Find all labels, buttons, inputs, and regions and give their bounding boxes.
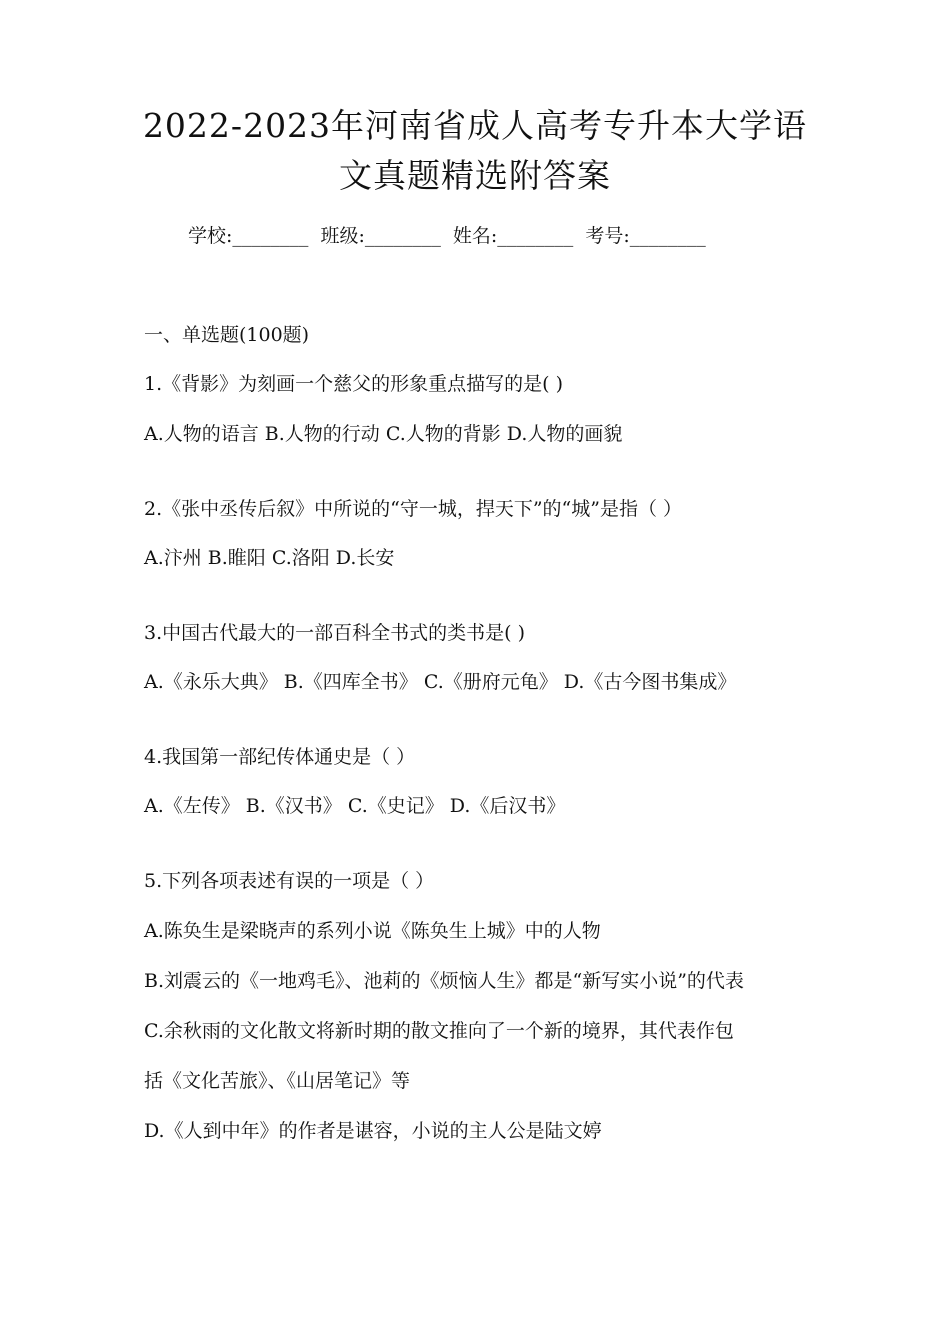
question-3-stem: 3.中国古代最大的一部百科全书式的类书是( )	[144, 622, 525, 644]
question-4-options: A.《左传》 B.《汉书》 C.《史记》 D.《后汉书》	[144, 795, 566, 817]
question-4-stem: 4.我国第一部纪传体通史是（ ）	[144, 746, 416, 768]
question-5-option-c-continued: 括《文化苦旅》、《山居笔记》等	[144, 1070, 411, 1092]
class-field: 班级:________	[320, 225, 441, 247]
page-title-line-2: 文真题精选附答案	[339, 156, 611, 195]
question-5-option-c: C.余秋雨的文化散文将新时期的散文推向了一个新的境界，其代表作包	[144, 1020, 734, 1042]
question-2-options: A.汴州 B.睢阳 C.洛阳 D.长安	[144, 547, 395, 569]
name-field: 姓名:________	[452, 225, 574, 247]
exam-number-field: 考号:________	[585, 225, 706, 247]
question-5-stem: 5.下列各项表述有误的一项是（ ）	[144, 870, 435, 892]
page-title-line-1: 2022-2023年河南省成人高考专升本大学语	[142, 106, 808, 145]
question-2-stem: 2.《张中丞传后叙》中所说的“守一城，捍天下”的“城”是指（ ）	[144, 498, 683, 520]
school-field: 学校:________	[188, 225, 309, 247]
question-1-options: A.人物的语言 B.人物的行动 C.人物的背影 D.人物的画貌	[144, 423, 623, 445]
section-title: 一、单选题(100题)	[144, 324, 310, 346]
question-3-options: A.《永乐大典》 B.《四库全书》 C.《册府元龟》 D.《古今图书集成》	[144, 671, 737, 693]
question-1-stem: 1.《背影》为刻画一个慈父的形象重点描写的是( )	[144, 373, 563, 395]
question-5-option-a: A.陈奂生是梁晓声的系列小说《陈奂生上城》中的人物	[144, 920, 601, 942]
question-5-option-b: B.刘震云的《一地鸡毛》、池莉的《烦恼人生》都是“新写实小说”的代表	[144, 970, 744, 992]
student-info-line	[188, 222, 712, 250]
question-5-option-d: D.《人到中年》的作者是谌容，小说的主人公是陆文婷	[144, 1120, 602, 1142]
